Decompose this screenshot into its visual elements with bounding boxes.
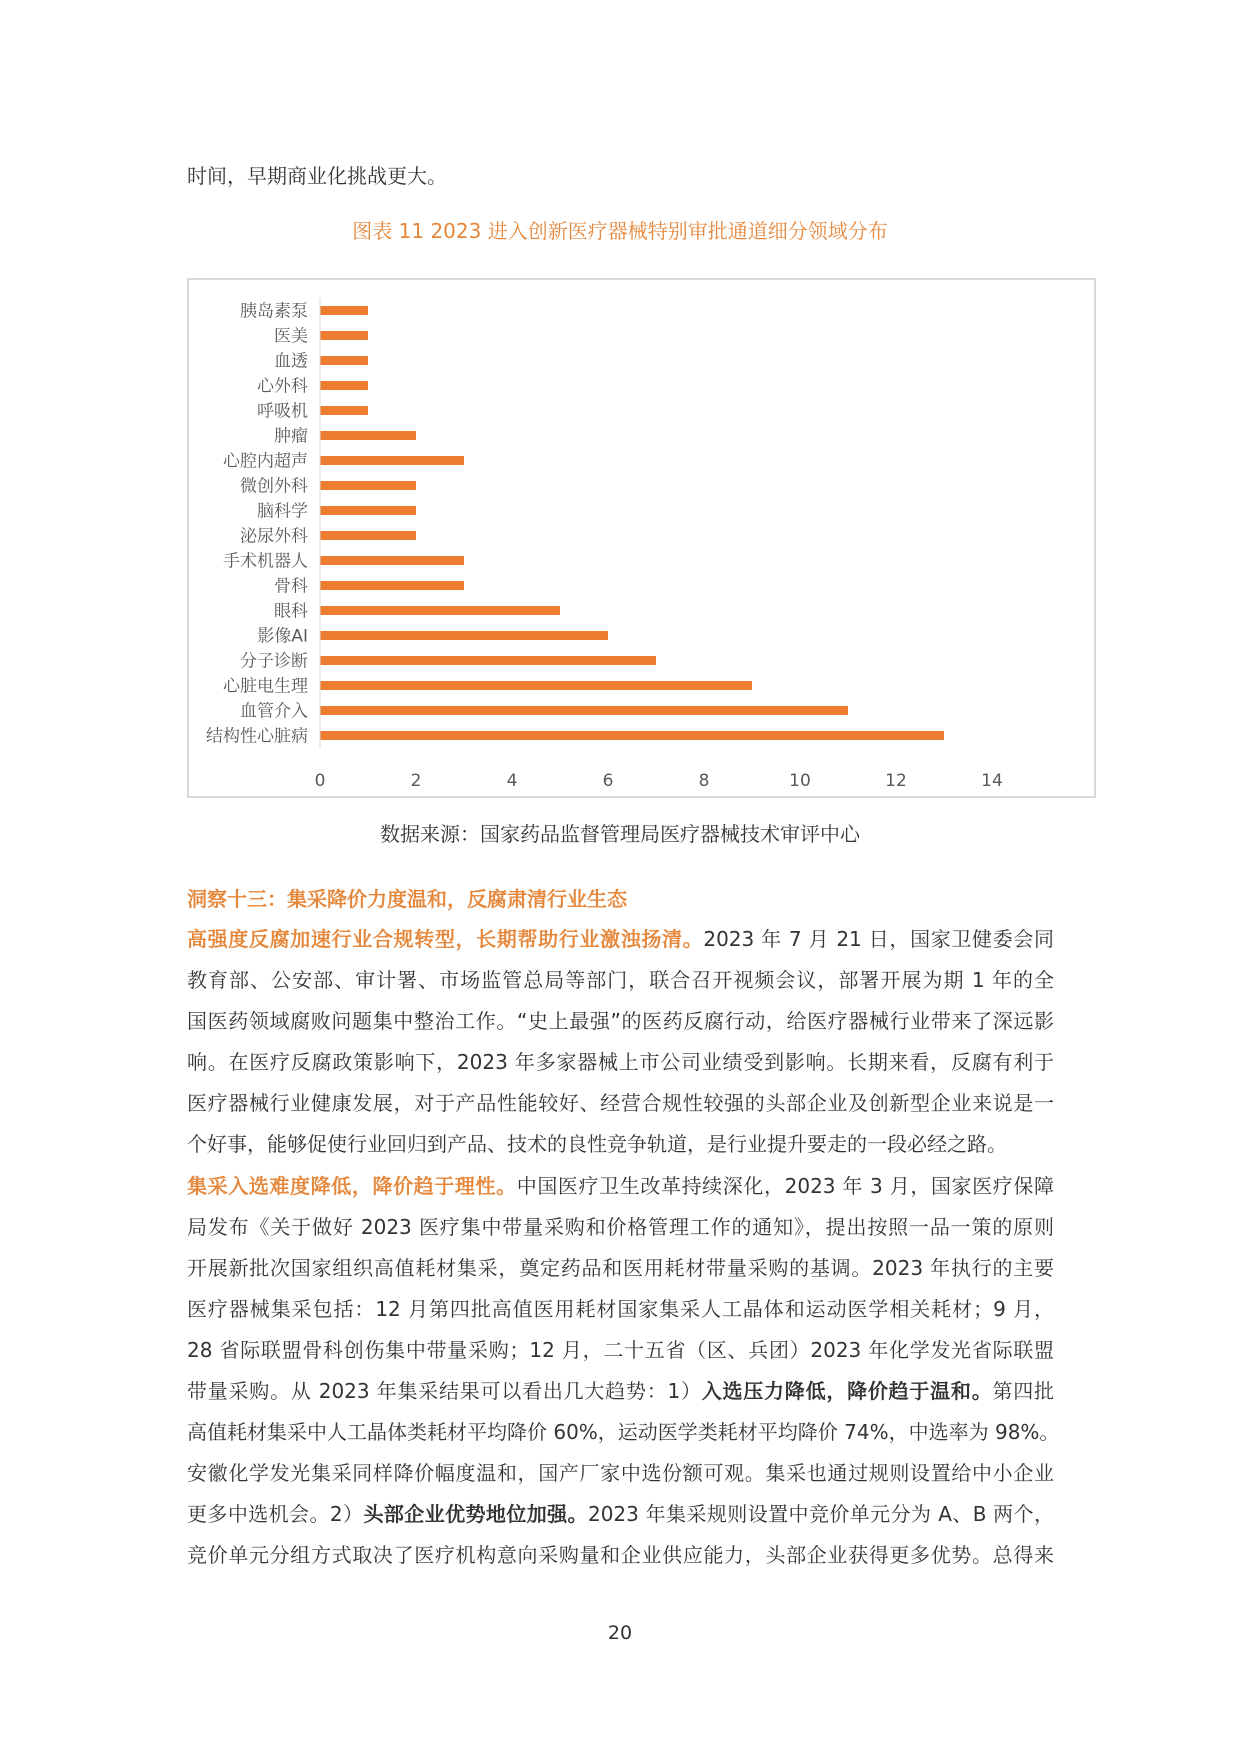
paragraph-2-line-1 <box>187 1172 1054 1200</box>
x-tick-label: 14 <box>981 771 1003 791</box>
bar <box>320 481 416 490</box>
x-tick-label: 4 <box>506 771 518 791</box>
figure-title: 图表 11 2023 进入创新医疗器械特别审批通道细分领域分布 <box>352 219 888 243</box>
y-tick-label: 血透 <box>274 351 308 372</box>
y-tick-label: 肿瘤 <box>274 426 308 447</box>
chart-container <box>187 278 1096 798</box>
bar <box>320 331 368 340</box>
intro-line: 时间，早期商业化挑战更大。 <box>187 164 447 188</box>
bar <box>320 531 416 540</box>
bar-series <box>320 306 944 740</box>
figure-source: 数据来源：国家药品监督管理局医疗器械技术审评中心 <box>380 822 860 846</box>
bar <box>320 731 944 740</box>
y-tick-label: 结构性心脏病 <box>206 726 308 747</box>
paragraph-2-line-10: 竞价单元分组方式取决了医疗机构意向采购量和企业供应能力，头部企业获得更多优势。总得来 <box>187 1543 1054 1567</box>
y-tick-label: 手术机器人 <box>223 551 308 572</box>
bar <box>320 381 368 390</box>
bar <box>320 631 608 640</box>
trend-2-heading: 头部企业优势地位加强。 <box>363 1502 588 1526</box>
trend-1-heading: 入选压力降低，降价趋于温和。 <box>701 1379 993 1403</box>
bar <box>320 606 560 615</box>
paragraph-2-line-3: 开展新批次国家组织高值耗材集采，奠定药品和医用耗材带量采购的基调。2023 年执行的主要 <box>187 1256 1054 1280</box>
bar <box>320 306 368 315</box>
y-tick-label: 分子诊断 <box>240 651 308 672</box>
paragraph-1-text: 2023 年 7 月 21 日，国家卫健委会同 <box>703 927 1055 951</box>
x-axis-tick-labels <box>315 771 1003 791</box>
paragraph-2-text: 中国医疗卫生改革持续深化，2023 年 3 月，国家医疗保障 <box>516 1174 1054 1198</box>
paragraph-2-line-7: 高值耗材集采中人工晶体类耗材平均降价 60%，运动医学类耗材平均降价 74%，中选率为 98%。 <box>187 1420 1060 1444</box>
bar <box>320 406 368 415</box>
bar <box>320 431 416 440</box>
paragraph-2-line-6-part-a: 带量采购。从 2023 年集采结果可以看出几大趋势：1） <box>187 1379 702 1403</box>
x-tick-label: 0 <box>314 771 326 791</box>
y-tick-label: 影像AI <box>257 626 308 647</box>
paragraph-2-line-9-part-c: 2023 年集采规则设置中竞价单元分为 A、B 两个， <box>587 1502 1055 1526</box>
section-heading: 洞察十三：集采降价力度温和，反腐肃清行业生态 <box>187 887 627 911</box>
x-tick-label: 2 <box>410 771 422 791</box>
y-tick-label: 微创外科 <box>240 476 308 497</box>
paragraph-1-line-2: 教育部、公安部、审计署、市场监管总局等部门，联合召开视频会议，部署开展为期 1 年的全 <box>187 968 1054 992</box>
paragraph-2-line-9-part-a: 更多中选机会。2） <box>187 1502 364 1526</box>
y-tick-label: 眼科 <box>274 601 308 622</box>
y-tick-label: 心脏电生理 <box>223 676 308 697</box>
bar <box>320 456 464 465</box>
bar <box>320 356 368 365</box>
paragraph-1-line-3: 国医药领域腐败问题集中整治工作。“史上最强”的医药反腐行动，给医疗器械行业带来了深远影 <box>187 1009 1054 1033</box>
x-tick-label: 10 <box>789 771 811 791</box>
bar <box>320 656 656 665</box>
paragraph-1-line-1 <box>187 925 1054 953</box>
y-tick-label: 泌尿外科 <box>240 526 308 547</box>
y-tick-label: 呼吸机 <box>257 401 308 422</box>
paragraph-1-line-5: 医疗器械行业健康发展，对于产品性能较好、经营合规性较强的头部企业及创新型企业来说是一 <box>187 1091 1054 1115</box>
paragraph-1-lead: 高强度反腐加速行业合规转型，长期帮助行业激浊扬清。 <box>187 927 704 951</box>
y-axis-labels <box>206 302 308 747</box>
paragraph-1-line-6: 个好事，能够促使行业回归到产品、技术的良性竞争轨道，是行业提升要走的一段必经之路。 <box>187 1132 1007 1156</box>
paragraph-2-line-2: 局发布《关于做好 2023 医疗集中带量采购和价格管理工作的通知》，提出按照一品一策的原则 <box>187 1215 1054 1239</box>
y-tick-label: 胰岛素泵 <box>240 301 308 322</box>
bar <box>320 556 464 565</box>
y-tick-label: 医美 <box>274 326 308 347</box>
bar <box>320 681 752 690</box>
y-tick-label: 脑科学 <box>257 501 308 522</box>
paragraph-2-line-4: 医疗器械集采包括：12 月第四批高值医用耗材国家集采人工晶体和运动医学相关耗材；9 月， <box>187 1297 1054 1321</box>
y-tick-label: 心外科 <box>257 376 308 397</box>
y-tick-label: 血管介入 <box>240 701 308 722</box>
x-tick-label: 8 <box>698 771 710 791</box>
paragraph-2-line-9 <box>187 1500 1054 1528</box>
x-tick-label: 12 <box>885 771 907 791</box>
y-tick-label: 心腔内超声 <box>223 451 308 472</box>
paragraph-2-line-8: 安徽化学发光集采同样降价幅度温和，国产厂家中选份额可观。集采也通过规则设置给中小企业 <box>187 1461 1054 1485</box>
paragraph-2-line-5: 28 省际联盟骨科创伤集中带量采购；12 月，二十五省（区、兵团）2023 年化学发光省际联盟 <box>187 1338 1054 1362</box>
paragraph-1-line-4: 响。在医疗反腐政策影响下，2023 年多家器械上市公司业绩受到影响。长期来看，反腐有利于 <box>187 1050 1054 1074</box>
bar-chart <box>189 280 1094 796</box>
bar <box>320 581 464 590</box>
x-tick-label: 6 <box>602 771 614 791</box>
y-tick-label: 骨科 <box>274 576 308 597</box>
paragraph-2-lead: 集采入选难度降低，降价趋于理性。 <box>187 1174 517 1198</box>
paragraph-2-line-6 <box>187 1377 1054 1405</box>
page-number: 20 <box>607 1622 633 1644</box>
paragraph-2-line-6-part-c: 第四批 <box>992 1379 1055 1403</box>
bar <box>320 706 848 715</box>
bar <box>320 506 416 515</box>
